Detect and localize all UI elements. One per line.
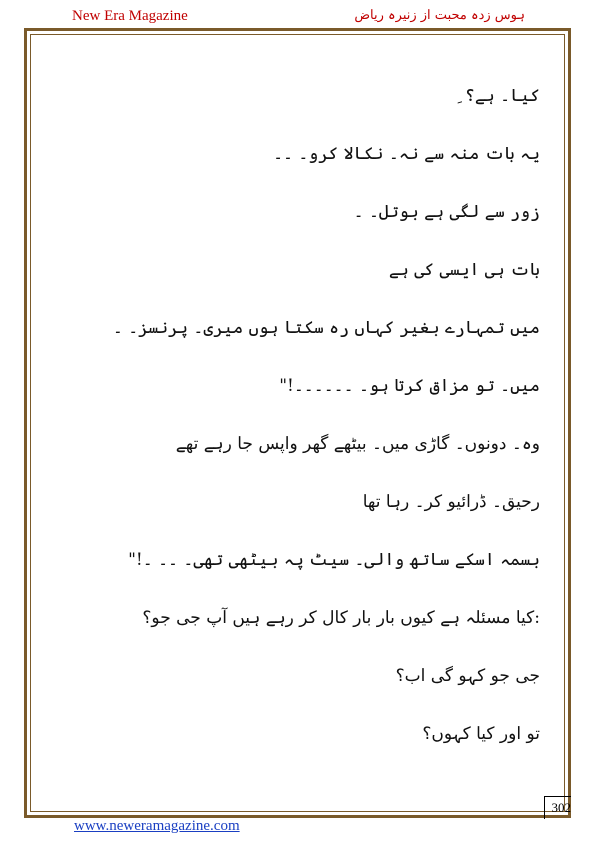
text-line: :کیا مسئلہ ہے کیوں بار بار کال کر رہے ہیں آپ جی جو؟ <box>142 608 540 628</box>
story-text <box>90 78 540 774</box>
text-line: تو اور کیا کہوں؟ <box>422 724 540 744</box>
text-line: بسمہ اسکے ساتھ والی۔ سیٹ پہ بیٹھی تھی۔ ۔۔ ۔!" <box>128 550 540 570</box>
text-line: میں تمہارے بغیر کہاں رہ سکتا ہوں میری۔ پرنسز۔ ۔ <box>112 318 540 338</box>
text-line: بات ہی ایسی کی ہے <box>388 260 540 280</box>
page-header <box>0 0 595 30</box>
text-line: کیا۔ ہے؟ ِ <box>454 86 540 106</box>
website-link[interactable]: www.neweramagazine.com <box>74 818 240 834</box>
text-line: وہ۔ دونوں۔ گاڑی میں۔ بیٹھے گھر واپس جا رہے تھے <box>175 434 540 454</box>
text-line: رحیق۔ ڈرائیو کر۔ رہا تھا <box>362 492 540 512</box>
text-line: زور سے لگی ہے بوتل۔ ۔ <box>353 202 540 222</box>
text-line: یہ بات منہ سے نہ۔ نکالا کرو۔ ۔۔ <box>273 144 540 164</box>
text-line: میں۔ تو مزاق کرتا ہو۔ ۔۔۔۔۔۔!" <box>279 376 540 396</box>
story-title: ہوس زدہ محبت از زنیرہ ریاض <box>354 8 525 23</box>
text-line: جی جو کہو گی اب؟ <box>395 666 540 686</box>
page-number: 302 <box>544 796 571 819</box>
magazine-title: New Era Magazine <box>72 8 188 24</box>
